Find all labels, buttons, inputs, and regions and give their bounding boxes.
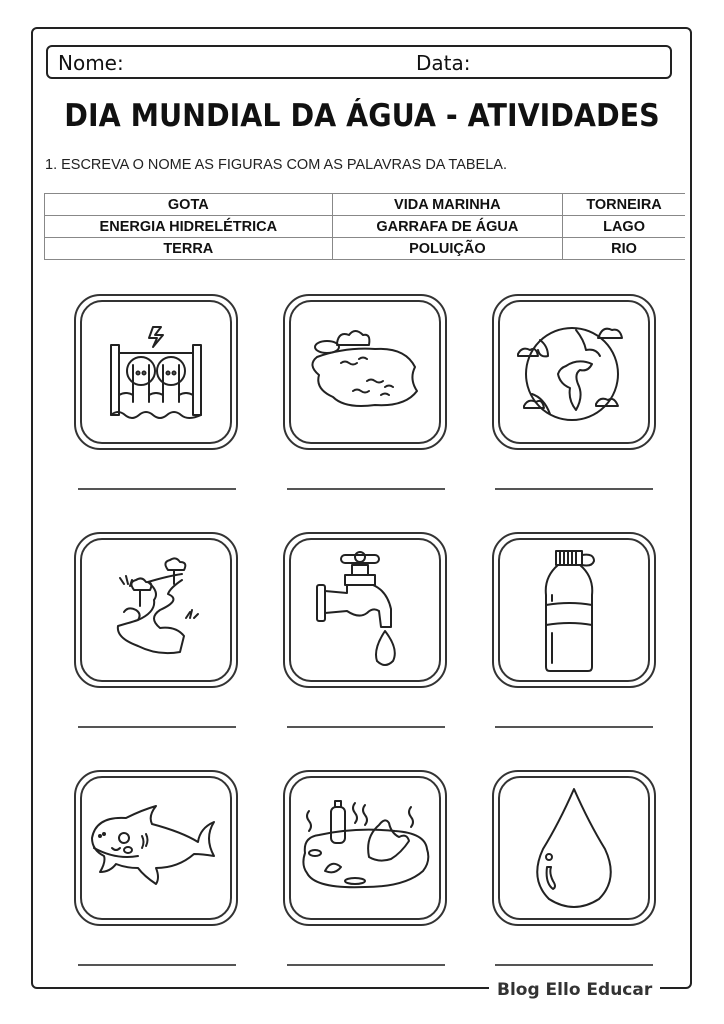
footer-credit: Blog Ello Educar [489, 980, 660, 1000]
figure-card-7 [74, 770, 238, 926]
date-label: Data: [416, 51, 471, 75]
answer-line-2[interactable] [287, 488, 445, 490]
figure-card-5 [283, 532, 447, 688]
table-cell: RIO [563, 238, 685, 260]
figure-card-4 [74, 532, 238, 688]
earth-icon [514, 314, 634, 430]
figure-card-9 [492, 770, 656, 926]
table-row [45, 238, 686, 260]
table-cell: TERRA [45, 238, 333, 260]
pollution-icon [295, 793, 435, 903]
figure-card-8 [283, 770, 447, 926]
table-cell: LAGO [563, 216, 685, 238]
table-cell: ENERGIA HIDRELÉTRICA [45, 216, 333, 238]
table-cell: GOTA [45, 194, 333, 216]
table-row [45, 216, 686, 238]
answer-line-6[interactable] [495, 726, 653, 728]
hydroelectric-dam-icon [101, 317, 211, 427]
name-label: Nome: [58, 51, 124, 75]
answer-line-3[interactable] [495, 488, 653, 490]
table-row [45, 194, 686, 216]
shark-marine-life-icon [86, 798, 226, 898]
table-cell: VIDA MARINHA [332, 194, 563, 216]
word-table [44, 193, 685, 260]
faucet-icon [307, 549, 423, 671]
table-cell: GARRAFA DE ÁGUA [332, 216, 563, 238]
instruction-text: 1. ESCREVA O NOME AS FIGURAS COM AS PALAVRAS DA TABELA. [45, 157, 507, 173]
page-title: DIA MUNDIAL DA ÁGUA - ATIVIDADES [64, 98, 660, 134]
river-icon [98, 552, 214, 668]
table-cell: POLUIÇÃO [332, 238, 563, 260]
lake-icon [305, 317, 425, 427]
water-bottle-icon [534, 545, 614, 675]
figure-card-2 [283, 294, 447, 450]
figure-card-1 [74, 294, 238, 450]
answer-line-5[interactable] [287, 726, 445, 728]
figure-card-3 [492, 294, 656, 450]
answer-line-7[interactable] [78, 964, 236, 966]
name-date-box [46, 45, 672, 79]
water-drop-icon [529, 783, 619, 913]
table-cell: TORNEIRA [563, 194, 685, 216]
answer-line-4[interactable] [78, 726, 236, 728]
answer-line-1[interactable] [78, 488, 236, 490]
answer-line-8[interactable] [287, 964, 445, 966]
answer-line-9[interactable] [495, 964, 653, 966]
figure-card-6 [492, 532, 656, 688]
